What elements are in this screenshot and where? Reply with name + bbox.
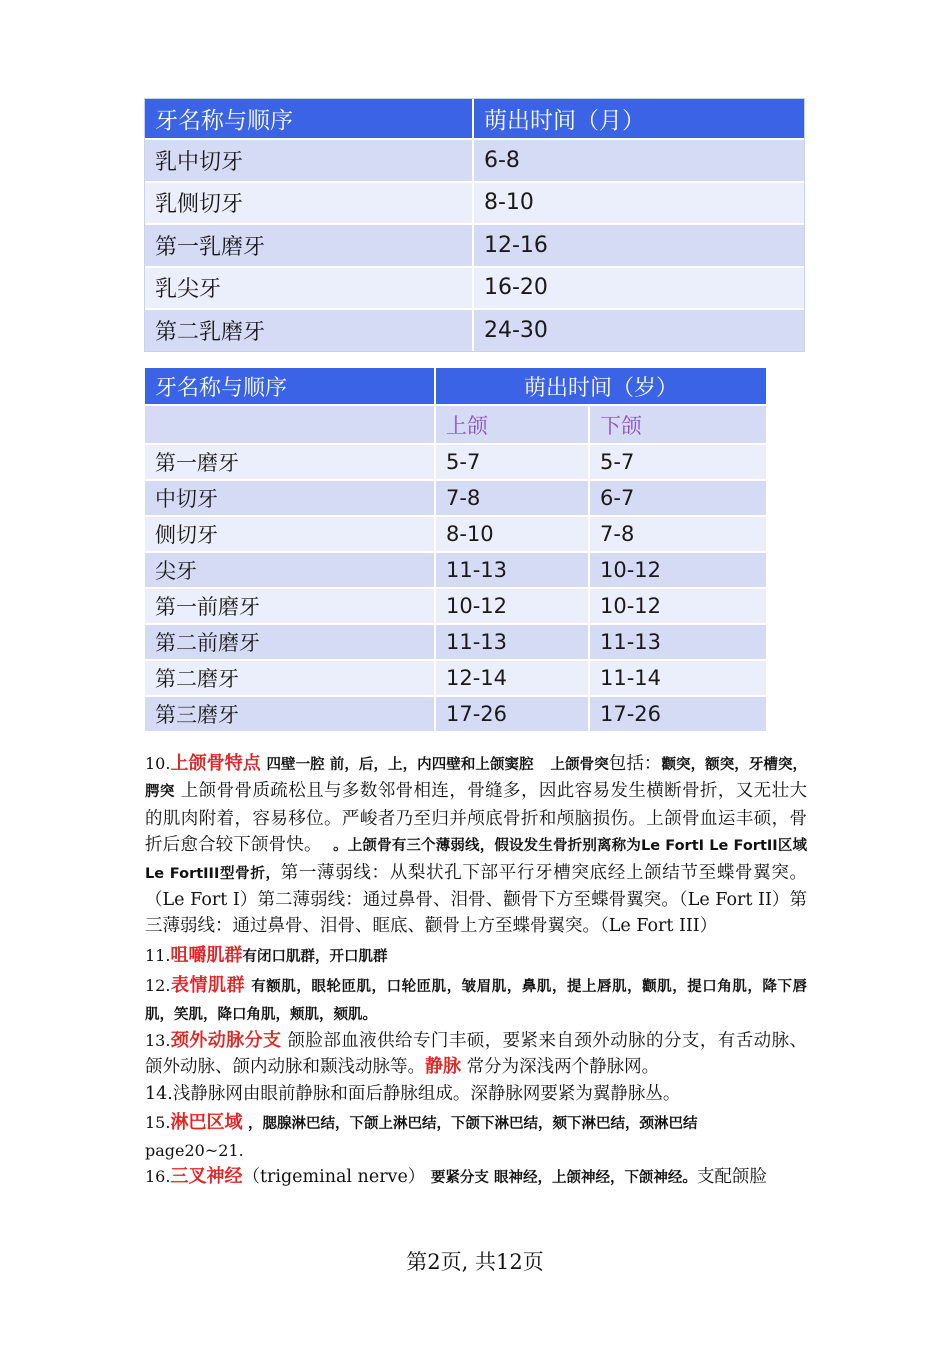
- table-header-row: [145, 99, 804, 139]
- heading-facial-muscles: 表情肌群: [170, 975, 246, 997]
- table-cell: 8-10: [435, 516, 589, 552]
- table-header-cell: 牙名称与顺序: [145, 99, 473, 139]
- bold-text: 颧突，额突，牙槽突，腭突: [145, 757, 808, 801]
- item-number: 15.: [145, 1113, 171, 1133]
- table-cell: 5-7: [589, 444, 766, 480]
- table-cell: 17-26: [435, 696, 589, 731]
- table-cell: 乳侧切牙: [145, 182, 473, 225]
- table-subheader-cell: 下颌: [589, 405, 766, 444]
- table-row: [145, 588, 766, 624]
- page-reference: page20~21.: [145, 1140, 244, 1160]
- table-cell: 7-8: [589, 516, 766, 552]
- table-cell: 第二磨牙: [145, 660, 435, 696]
- bold-text: 上颌骨突: [550, 757, 609, 773]
- page-footer: 第2页, 共12页: [406, 1250, 544, 1274]
- text-run: 包括：: [608, 754, 662, 774]
- text-run: 14.浅静脉网由眼前静脉和面后静脉组成。深静脉网要紧为翼静脉丛。: [145, 1083, 681, 1104]
- heading-trigeminal-nerve: 三叉神经: [170, 1166, 243, 1188]
- bold-text: 。上颌骨有三个薄弱线，假设发生骨折别离称为Le FortI Le FortII区域 Le FortIII型骨折，: [145, 838, 807, 882]
- table-cell: [145, 405, 435, 444]
- table-cell: 7-8: [435, 480, 589, 516]
- table-cell: 第一前磨牙: [145, 588, 435, 624]
- paragraph-12: [145, 973, 807, 1028]
- paragraph-14: [145, 1081, 807, 1107]
- heading-masticatory-muscles: 咀嚼肌群: [170, 944, 243, 966]
- paragraph-16: [145, 1164, 807, 1191]
- text-run: 常分为深浅两个静脉网。: [466, 1057, 660, 1078]
- table-row: [145, 696, 766, 731]
- table-header-cell: 萌出时间（岁）: [435, 368, 766, 405]
- deciduous-teeth-eruption-table: [145, 99, 804, 351]
- paragraph-10: [145, 751, 807, 940]
- table-cell: 16-20: [473, 267, 804, 310]
- table-cell: 侧切牙: [145, 516, 435, 552]
- table-header-cell: 牙名称与顺序: [145, 368, 435, 405]
- bold-text: ，腮腺淋巴结，下颌上淋巴结，下颌下淋巴结，颏下淋巴结，颈淋巴结: [248, 1116, 698, 1133]
- table-cell: 10-12: [589, 552, 766, 588]
- item-number: 10.: [145, 754, 171, 773]
- table-cell: 10-12: [435, 588, 589, 624]
- paragraph-13: [145, 1028, 807, 1081]
- table-subheader-row: [145, 405, 766, 444]
- body-text: [145, 751, 807, 1192]
- table-cell: 11-13: [435, 552, 589, 588]
- table-cell: 乳中切牙: [145, 139, 473, 182]
- item-number: 11.: [145, 945, 171, 965]
- item-number: 16.: [145, 1167, 171, 1187]
- table-row: [145, 182, 804, 225]
- table-cell: 12-14: [435, 660, 589, 696]
- table-cell: 11-14: [589, 660, 766, 696]
- bold-text: 要紧分支 眼神经，上颌神经，下颌神经。: [430, 1170, 697, 1187]
- paragraph-11: [145, 943, 807, 970]
- paragraph-15: [145, 1110, 807, 1164]
- heading-external-carotid: 颈外动脉分支: [170, 1030, 282, 1052]
- table-row: [145, 444, 766, 480]
- table-cell: 11-13: [589, 624, 766, 660]
- table-cell: 尖牙: [145, 552, 435, 588]
- table-row: [145, 309, 804, 351]
- table-row: [145, 624, 766, 660]
- text-run: 颌脸部血液供给专门丰硕，要紧来自颈外动脉的分支，有舌动脉、颌外动脉、颌内动脉和颞浅动脉等。: [145, 1031, 807, 1078]
- table-cell: 12-16: [473, 224, 804, 267]
- table-cell: 第一乳磨牙: [145, 224, 473, 267]
- table-cell: 24-30: [473, 309, 804, 351]
- text-run: 上颌骨骨质疏松且与多数邻骨相连，骨缝多，因此容易发生横断骨折，又无壮大的肌肉附着，容易移位。严峻者乃至归并颅底骨折和颅脑损伤。上颌骨血运丰硕，骨折后愈合较下颌骨快。: [145, 781, 807, 856]
- table-cell: 第二前磨牙: [145, 624, 435, 660]
- table-row: [145, 552, 766, 588]
- table-row: [145, 267, 804, 310]
- table-row: [145, 516, 766, 552]
- table-cell: 11-13: [435, 624, 589, 660]
- table-cell: 第一磨牙: [145, 444, 435, 480]
- text-run: 第一薄弱线：从梨状孔下部平行牙槽突底经上颌结节至蝶骨翼突。（Le Fort I）第二薄弱线：通过鼻骨、泪骨、颧骨下方至蝶骨翼突。（Le Fort II）第三薄弱线：通过鼻骨、泪骨、眶底、颧骨上方至蝶骨翼突。（Le Fort III）: [145, 862, 808, 937]
- table-row: [145, 224, 804, 267]
- table-header-row: [145, 368, 766, 405]
- table-cell: 乳尖牙: [145, 267, 473, 310]
- permanent-teeth-eruption-table: [145, 368, 766, 731]
- text-run: 支配颌脸: [696, 1167, 767, 1188]
- table-cell: 6-8: [473, 139, 804, 182]
- table-row: [145, 660, 766, 696]
- table-cell: 5-7: [435, 444, 589, 480]
- table-subheader-cell: 上颌: [435, 405, 589, 444]
- heading-veins: 静脉: [425, 1056, 461, 1078]
- table-cell: 10-12: [589, 588, 766, 624]
- bold-text: 四壁一腔 前，后，上，内四壁和上颌窦腔: [266, 757, 534, 773]
- table-cell: 6-7: [589, 480, 766, 516]
- item-number: 13.: [145, 1031, 171, 1051]
- bold-text: 有额肌，眼轮匝肌，口轮匝肌，皱眉肌，鼻肌，提上唇肌，颧肌，提口角肌，降下唇肌，笑肌，降口角肌，颊肌，颏肌。: [145, 979, 808, 1023]
- table-cell: 中切牙: [145, 480, 435, 516]
- table-cell: 8-10: [473, 182, 804, 225]
- table-cell: 第三磨牙: [145, 696, 435, 731]
- text-run: （trigeminal nerve）: [242, 1167, 426, 1188]
- bold-text: 有闭口肌群，开口肌群: [242, 948, 388, 965]
- table-header-cell: 萌出时间（月）: [473, 99, 804, 139]
- table-cell: 第二乳磨牙: [145, 309, 473, 351]
- table-row: [145, 139, 804, 182]
- table-cell: 17-26: [589, 696, 766, 731]
- heading-lymph-region: 淋巴区域: [170, 1112, 243, 1134]
- table-row: [145, 480, 766, 516]
- item-number: 12.: [145, 976, 171, 996]
- heading-maxilla-features: 上颌骨特点: [170, 753, 261, 774]
